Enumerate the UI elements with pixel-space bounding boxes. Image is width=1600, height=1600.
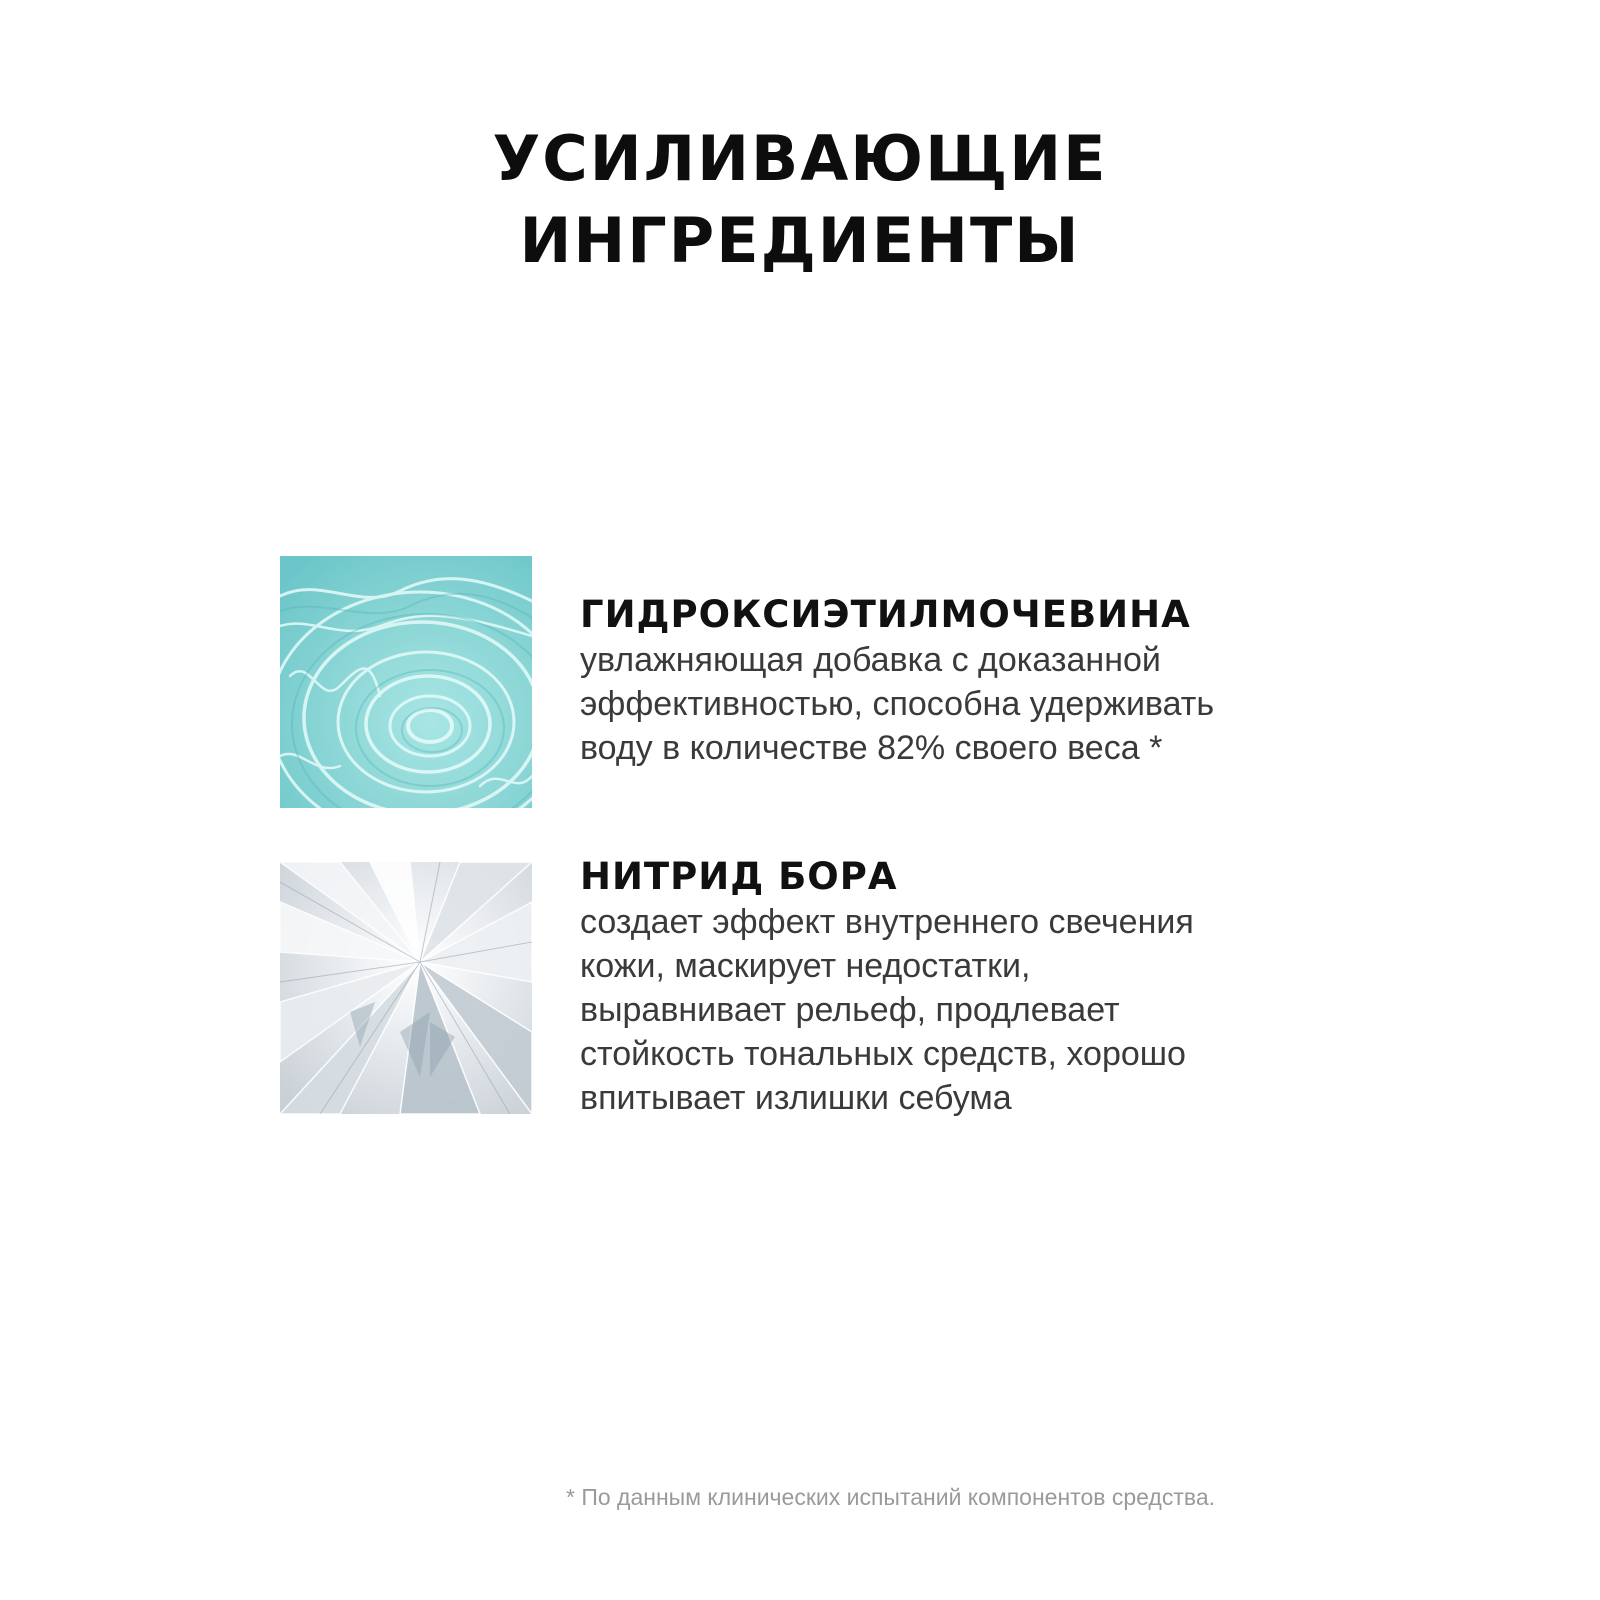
title-line-2: ИНГРЕДИЕНТЫ bbox=[519, 204, 1081, 277]
description-line: выравнивает рельеф, продлевает bbox=[580, 991, 1120, 1029]
description-line: впитывает излишки себума bbox=[580, 1079, 1012, 1117]
footnote: * По данным клинических испытаний компонентов средства. bbox=[566, 1484, 1216, 1510]
ingredient-description bbox=[580, 900, 1300, 1120]
description-line: эффективностью, способна удерживать bbox=[580, 685, 1215, 723]
page-title bbox=[0, 118, 1600, 282]
ingredient-name: НИТРИД БОРА bbox=[580, 855, 898, 898]
ingredient-text bbox=[580, 854, 1300, 1120]
title-line-1: УСИЛИВАЮЩИЕ bbox=[492, 122, 1108, 195]
ingredient-description bbox=[580, 638, 1300, 770]
ingredient-boron-nitride bbox=[280, 855, 1340, 1117]
ingredient-hydroxyethylurea bbox=[280, 556, 1340, 808]
ingredient-name: ГИДРОКСИЭТИЛМОЧЕВИНА bbox=[580, 593, 1191, 636]
description-line: кожи, маскирует недостатки, bbox=[580, 947, 1031, 985]
ingredient-text bbox=[580, 592, 1300, 770]
description-line: создает эффект внутреннего свечения bbox=[580, 903, 1194, 941]
crystal-facets-image bbox=[280, 862, 532, 1114]
description-line: стойкость тональных средств, хорошо bbox=[580, 1035, 1186, 1073]
water-ripples-image bbox=[280, 556, 532, 808]
description-line: воду в количестве 82% своего веса * bbox=[580, 729, 1163, 767]
description-line: увлажняющая добавка с доказанной bbox=[580, 641, 1161, 679]
